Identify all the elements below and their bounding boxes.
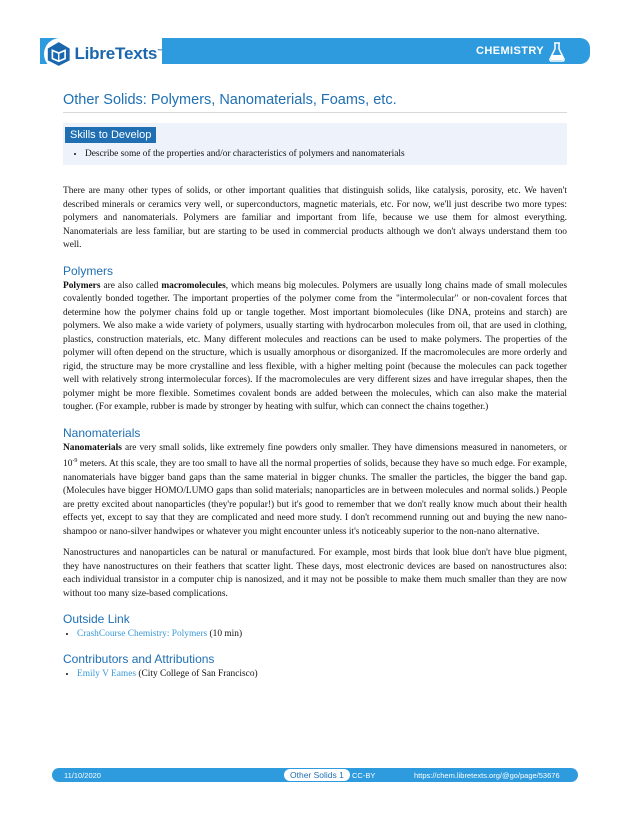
footer-date: 11/10/2020 xyxy=(64,771,101,780)
polymers-term: Polymers xyxy=(63,280,101,291)
list-item: • CrashCourse Chemistry: Polymers (10 min) xyxy=(77,628,567,641)
contributors-list xyxy=(63,668,567,681)
footer-page-label: Other Solids 1 xyxy=(284,769,350,781)
skills-title: Skills to Develop xyxy=(65,127,156,143)
nanostructures-paragraph: Nanostructures and nanoparticles can be natural or manufactured. For example, most birds that look blue don't have blue pigment, they have nanostructures on their feathers that scatter light. These days, most electronic devices are based on nanostructures also: each individual transistor in a computer chip is nanosized, and it may not be possible to make them much smaller than they are now without too many size-based complications. xyxy=(63,548,567,599)
page-footer xyxy=(52,768,578,782)
nanomaterials-term: Nanomaterials xyxy=(63,442,122,453)
crashcourse-link[interactable]: CrashCourse Chemistry: Polymers xyxy=(77,629,208,640)
main-content xyxy=(63,92,567,681)
polymers-paragraph: Polymers are also called macromolecules, which means big molecules. Polymers are usually long chains made of small molecules covalently bonded together. The important properties of the polymer come from the "intermolecular" or non-covalent forces that determine how the polymer chains fold up or tangle together. Most important biomolecules (like DNA, proteins and starch) are polymers. We also make a wide variety of polymers, usually starting with hydrocarbon molecules from oil, that are used in clothing, plastics, construction materials, etc. Many different molecules and reactions can be used to make polymers. The properties of the polymer will often depend on the structure, which is usually amorphous or disorganized. If the macromolecules are more orderly and rigid, the structure may be more crystalline and less flexible, with a higher melting point (because the molecules can pack together well with relatively strong intermolecular forces). If the macromolecules are very different sizes and have irregular shapes, then the polymer might be more flexible. Sometimes covalent bonds are added between the molecules, which can also make the material tougher. (For example, rubber is made by stronger by heating with sulfur, which can connect the chains together.) xyxy=(63,280,567,412)
outside-link-heading: Outside Link xyxy=(63,612,130,627)
footer-license: CC-BY xyxy=(352,771,376,780)
nanomaterials-paragraph: Nanomaterials are very small solids, like extremely fine powders only smaller. They have dimensions measured in nanometers, or $10^{-9}$ meters. At this scale, they are too small to have all the normal properties of solids, because they have so much edge. For example, nanomaterials have bigger band gaps than the same material in bigger chunks. The smaller the particles, the bigger the band gap. (Molecules have bigger HOMO/LUMO gaps than solid materials; nanoparticles are in between molecules and normal solids.) People are pretty excited about nanoparticles (they're popular!) but it's good to remember that we don't really know much about their health effects yet, except to say that they are complicated and need more study. I don't recommend running out and buying the new nano-shampoo or nano-silver handwipes or whatever you might encounter unless it's noticeably superior to the non-nano alternative. xyxy=(63,442,567,537)
outside-link-list xyxy=(63,628,567,641)
intro-paragraph: There are many other types of solids, or other important qualities that distinguish solids, like catalysis, porosity, etc. We haven't described minerals or ceramics very well, or superconductors, magnetic materials, etc. For now, we'll just describe two more types: polymers and nanomaterials. Polymers are familiar and important from life, because we use them for almost everything. Nanomaterials are less familiar, but are starting to be used in commercial products although we don't always understand them too well. xyxy=(63,186,567,250)
subject-label[interactable]: CHEMISTRY xyxy=(476,45,544,57)
site-header xyxy=(0,26,590,74)
list-item: • Emily V Eames (City College of San Francisco) xyxy=(77,668,567,681)
polymers-heading: Polymers xyxy=(63,263,114,278)
logo-text: LibreTexts™ xyxy=(74,44,162,63)
footer-url[interactable]: https://chem.libretexts.org/@go/page/53676 xyxy=(414,771,560,780)
hexagon-book-icon xyxy=(46,40,71,68)
libretexts-logo[interactable] xyxy=(44,38,162,70)
nanomaterials-heading: Nanomaterials xyxy=(63,425,141,440)
flask-icon xyxy=(548,42,566,62)
macromolecules-term: macromolecules xyxy=(161,280,226,291)
page-title: Other Solids: Polymers, Nanomaterials, Foams, etc. xyxy=(63,92,567,113)
contributors-heading: Contributors and Attributions xyxy=(63,652,215,667)
skills-item: • Describe some of the properties and/or characteristics of polymers and nanomaterials xyxy=(85,149,567,159)
skills-box xyxy=(63,123,567,165)
contributor-link[interactable]: Emily V Eames xyxy=(77,669,137,680)
skills-list xyxy=(63,149,567,159)
